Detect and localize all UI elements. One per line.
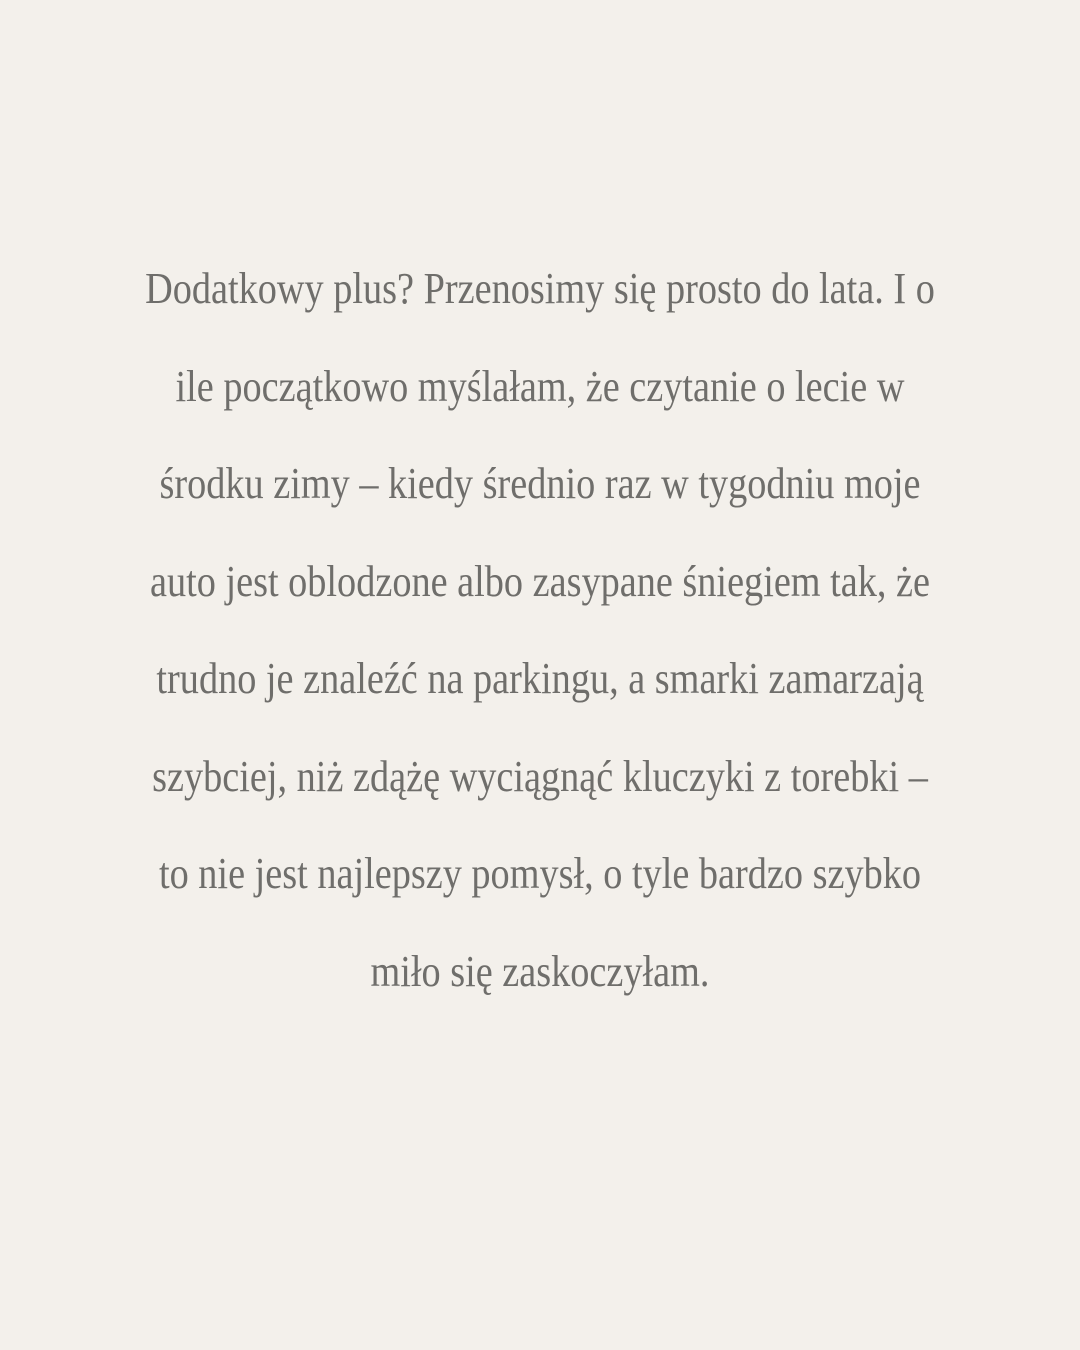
paragraph bbox=[0, 254, 1080, 1034]
paragraph-line: szybciej, niż zdążę wyciągnąć kluczyki z torebki – bbox=[152, 750, 928, 801]
paragraph-line: Dodatkowy plus? Przenosimy się prosto do lata. I o bbox=[145, 263, 935, 313]
paragraph-line: środku zimy – kiedy średnio raz w tygodniu moje bbox=[159, 458, 921, 508]
paragraph-line: ile początkowo myślałam, że czytanie o lecie w bbox=[175, 360, 905, 411]
paragraph-line: miło się zaskoczyłam. bbox=[370, 945, 710, 996]
paragraph-line: to nie jest najlepszy pomysł, o tyle bardzo szybko bbox=[158, 848, 922, 898]
paragraph-line: auto jest oblodzone albo zasypane śniegiem tak, że bbox=[149, 555, 931, 606]
paragraph-line: trudno je znaleźć na parkingu, a smarki zamarzają bbox=[156, 653, 924, 703]
